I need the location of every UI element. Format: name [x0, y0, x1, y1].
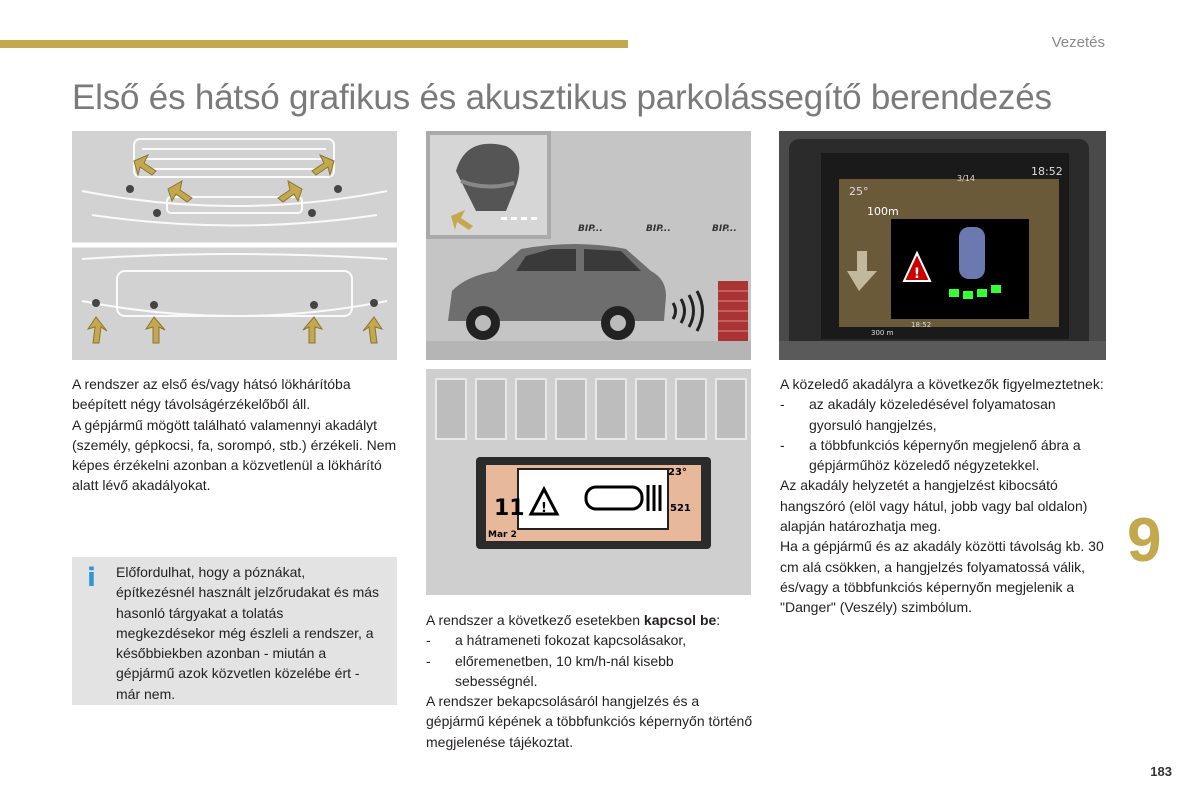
header-accent-bar: [0, 40, 628, 48]
page-number: 183: [1150, 764, 1172, 779]
beep-label-2: BIP...: [646, 224, 671, 234]
beep-label-1: BIP...: [578, 224, 603, 234]
list-item: - a többfunkciós képernyőn megjelenő ábra a gépjárműhöz közeledő négyzetekkel.: [780, 436, 1081, 474]
section-label: Vezetés: [1051, 34, 1105, 51]
screen-page: 3/14: [957, 174, 975, 183]
svg-text:!: !: [913, 266, 921, 282]
svg-text:!: !: [541, 501, 547, 516]
info-box: [72, 557, 397, 705]
reversing-car-figure: [426, 131, 751, 360]
display-num-left: 11: [494, 496, 525, 521]
bumper-sensors-figure: [72, 131, 397, 360]
list-item: - előremenetben, 10 km/h-nál kisebb sebességnél.: [426, 652, 674, 689]
right-paragraph-2: Ha a gépjármű és az akadály közötti távolság kb. 30 cm alá csökken, a hangjelzés folyamatossá válik, és/vagy a többfunkciós képernyőn megjelenik a "Danger" (Veszély) szimbólum.: [780, 538, 1104, 616]
middle-text-column: [426, 610, 756, 752]
left-paragraph-2: A gépjármű mögött található valamennyi akadályt (személy, gépkocsi, fa, sorompó, stb.) érzékeli. Nem képes érzékelni azonban a közvetlenül a lökhárító alatt lévő akadályokat.: [72, 416, 397, 494]
list-item: - az akadály közeledésével folyamatosan gyorsuló hangjelzés,: [780, 396, 1056, 433]
middle-outro: A rendszer bekapcsolásáról hangjelzés és a gépjármű képének a többfunkciós képernyőn történő megjelenése tájékoztat.: [426, 693, 753, 750]
list-item: - a hátrameneti fokozat kapcsolásakor,: [426, 632, 687, 649]
activation-keyword: kapcsol be: [643, 612, 717, 628]
beep-label-3: BIP...: [712, 224, 737, 234]
screen-footer-right: 18:52: [911, 321, 932, 329]
chapter-number: 9: [1127, 506, 1162, 575]
right-intro: A közeledő akadályra a következők figyelmeztetnek:: [780, 376, 1104, 392]
right-text-column: [780, 374, 1105, 618]
multifunction-screen-figure: [779, 131, 1106, 360]
dashboard-display-figure: [426, 369, 751, 595]
middle-intro: A rendszer a következő esetekben kapcsol be:: [426, 612, 721, 628]
screen-footer-left: 300 m: [871, 329, 894, 337]
left-paragraph-1: A rendszer az első és/vagy hátsó lökhárítóba beépített négy távolságérzékelőből áll.: [72, 376, 351, 413]
display-temp: 23°: [668, 467, 687, 478]
info-icon: i: [87, 563, 96, 593]
screen-distance: 100m: [867, 205, 899, 218]
info-text: Előfordulhat, hogy a póznákat, építkezésnél használt jelzőrudakat és más hasonló tárgyakat a tolatás megkezdésekor még észleli a rendszer, a későbbiekben azonban - miután a gépjármű azok közvetlen közelébe ért - már nem.: [116, 564, 380, 702]
display-num-right: 521: [670, 503, 691, 514]
right-paragraph-1: Az akadály helyzetét a hangjelzést kibocsátó hangszóró (elöl vagy hátul, jobb vagy bal oldalon) alapján határozhatja meg.: [780, 477, 1088, 535]
screen-clock: 18:52: [1031, 165, 1063, 178]
display-date: Mar 2: [488, 530, 517, 540]
left-text-column: [72, 374, 397, 496]
screen-temp: 25°: [849, 185, 869, 198]
page-title: Első és hátsó grafikus és akusztikus parkolássegítő berendezés: [72, 78, 1052, 117]
